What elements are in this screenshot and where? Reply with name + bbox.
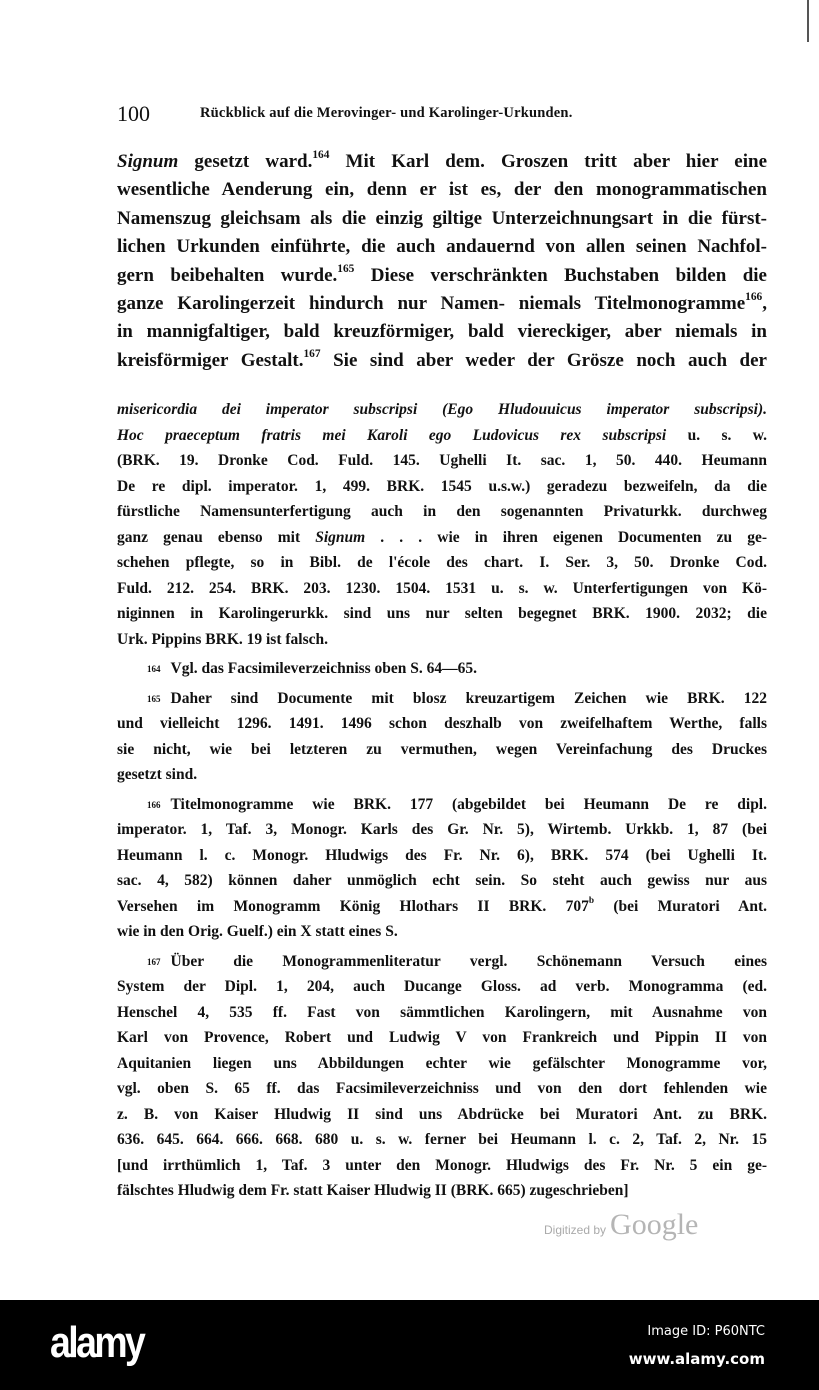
text-run: System der Dipl. 1, 204, auch Ducange Gloss. ad verb. Monogramma (ed. [117, 978, 767, 995]
page-number: 100 [117, 101, 150, 126]
running-head: Rückblick auf die Merovinger- und Karolinger-Urkunden. [200, 105, 573, 121]
text-run: gesetzt sind. [117, 766, 198, 783]
text-run: in mannigfaltiger, bald kreuzförmiger, bald viereckiger, aber niemals in [117, 321, 767, 343]
text-line [117, 604, 767, 624]
alamy-url: www.alamy.com [628, 1350, 765, 1368]
text-run: Urk. Pippins BRK. 19 ist falsch. [117, 630, 329, 648]
text-line [117, 579, 767, 599]
text-line [117, 630, 767, 650]
text-line [117, 846, 767, 866]
text-run: 636. 645. 664. 666. 668. 680 u. s. w. ferner bei Heumann l. c. 2, Taf. 2, Nr. 15 [117, 1131, 767, 1148]
text-run: Vgl. das Facsimileverzeichniss oben S. 64—65. [170, 660, 478, 677]
text-run: ganz genau ebenso mit [117, 528, 316, 546]
text-line [117, 1079, 767, 1099]
text-run: Sie sind aber weder der Grösze noch auch der [320, 349, 767, 371]
footnote-ref: 164 [312, 149, 330, 161]
text-line [117, 977, 767, 997]
text-line [117, 1003, 767, 1023]
footnote-number: 164 [147, 664, 161, 674]
footnote-ref: 166 [745, 291, 763, 303]
text-line [147, 952, 767, 972]
footnote-ref: 165 [337, 262, 355, 275]
text-line [117, 897, 767, 917]
text-line [117, 765, 767, 785]
text-run: Mit Karl dem. Groszen tritt aber hier eine [329, 151, 768, 172]
text-line [117, 349, 767, 373]
text-line [117, 740, 767, 760]
text-run: wesentliche Aenderung ein, denn er ist es, der den monogrammatischen [117, 179, 767, 201]
text-run: Namenszug gleichsam als die einzig giltige Unterzeichnungsart in die fürst- [117, 207, 767, 229]
digitized-by-google [544, 1208, 698, 1242]
text-run: ganze Karolingerzeit hindurch nur Namen- niemals Titelmonogramme [117, 293, 746, 314]
text-run: u. s. w. [666, 426, 767, 444]
text-run: vgl. oben S. 65 ff. das Facsimileverzeichniss und von den dort fehlenden wie [117, 1080, 767, 1097]
text-line [117, 871, 767, 891]
text-line [117, 207, 767, 231]
text-line [117, 426, 767, 446]
text-line [117, 820, 767, 840]
text-line [117, 1028, 767, 1048]
text-run: Aquitanien liegen uns Abbildungen echter wie gefälschter Monogramme vor, [117, 1054, 767, 1072]
text-line [117, 1181, 767, 1201]
digitized-label: Digitized by [544, 1223, 607, 1237]
text-run: wie in den Orig. Guelf.) ein X statt eines S. [117, 923, 398, 940]
text-run: Versehen im Monogramm König Hlothars II BRK. 707 [117, 897, 589, 915]
text-run: , [762, 293, 767, 314]
footnote-number: 165 [147, 693, 161, 704]
text-line [147, 659, 767, 679]
text-run: Titelmonogramme wie BRK. 177 (abgebildet bei Heumann De re dipl. [170, 795, 767, 813]
text-run: (BRK. 19. Dronke Cod. Fuld. 145. Ughelli It. sac. 1, 50. 440. Heumann [117, 452, 767, 469]
italic-run: Hoc praeceptum fratris mei Karoli ego Ludovicus rex subscripsi [117, 426, 667, 444]
text-line [117, 1130, 767, 1150]
google-logo: Google [610, 1208, 699, 1241]
footnote-ref: b [588, 895, 595, 906]
text-run: . . . wie in ihren eigenen Documenten zu ge- [365, 528, 767, 546]
italic-run: Signum [315, 528, 366, 546]
text-line [117, 400, 767, 420]
text-line [117, 922, 767, 942]
text-line [117, 553, 767, 573]
text-run: Henschel 4, 535 ff. Fast von sämmtlichen Karolingern, mit Ausnahme von [117, 1003, 767, 1021]
italic-run: misericordia dei imperator subscripsi (Ego Hludouuicus imperator subscripsi). [117, 401, 767, 418]
footnote-number: 166 [147, 799, 161, 810]
text-run: Heumann l. c. Monogr. Hludwigs des Fr. Nr. 6), BRK. 574 (bei Ughelli It. [117, 846, 767, 864]
text-run: kreisförmiger Gestalt. [117, 349, 304, 371]
text-line [117, 477, 767, 497]
text-line [117, 528, 767, 548]
text-run: sie nicht, wie bei letzteren zu vermuthen, wegen Vereinfachung des Druckes [117, 740, 767, 758]
text-run: schehen pflegte, so in Bibl. de l'école des chart. I. Ser. 3, 50. Dronke Cod. [117, 554, 767, 571]
text-run: Fuld. 212. 254. BRK. 203. 1230. 1504. 1531 u. s. w. Unterfertigungen von Kö- [117, 579, 767, 597]
page-edge-mark [807, 0, 809, 42]
text-run: Über die Monogrammenliteratur vergl. Schönemann Versuch eines [170, 952, 767, 970]
text-line [117, 235, 767, 259]
text-line [117, 292, 767, 316]
text-line [117, 1105, 767, 1125]
text-run: fürstliche Namensunterfertigung auch in den sogenannten Privaturkk. durchweg [117, 503, 767, 520]
text-run: und vielleicht 1296. 1491. 1496 schon deszhalb von zweifelhaftem Werthe, falls [117, 715, 767, 732]
text-run: sac. 4, 582) können daher unmöglich echt sein. So steht auch gewiss nur aus [117, 872, 767, 889]
text-line [117, 178, 767, 202]
text-line [117, 150, 767, 174]
text-run: De re dipl. imperator. 1, 499. BRK. 1545 u.s.w.) geradezu bezweifeln, da die [117, 477, 767, 495]
text-line [117, 1054, 767, 1074]
text-line [117, 264, 767, 288]
text-run: niginnen in Karolingerurkk. sind uns nur selten begegnet BRK. 1900. 2032; die [117, 605, 767, 622]
text-line [147, 795, 767, 815]
text-run: imperator. 1, Taf. 3, Monogr. Karls des Gr. Nr. 5), Wirtemb. Urkkb. 1, 87 (bei [117, 821, 767, 838]
text-run: Daher sind Documente mit blosz kreuzartigem Zeichen wie BRK. 122 [170, 689, 767, 707]
text-run: z. B. von Kaiser Hludwig II sind uns Abdrücke bei Muratori Ant. zu BRK. [117, 1105, 767, 1123]
text-run: fälschtes Hludwig dem Fr. statt Kaiser Hludwig II (BRK. 665) zugeschrieben] [117, 1182, 629, 1199]
image-id: Image ID: P60NTC [647, 1324, 765, 1339]
text-run: (bei Muratori Ant. [594, 897, 767, 915]
italic-run: Signum [117, 151, 179, 172]
text-line [117, 502, 767, 522]
watermark-bar [0, 1300, 819, 1390]
text-line [117, 714, 767, 734]
text-run: lichen Urkunden einführte, die auch andauernd von allen seinen Nachfol- [117, 236, 767, 258]
alamy-logo: alamy [50, 1318, 144, 1367]
text-line [117, 1156, 767, 1176]
text-run: Karl von Provence, Robert und Ludwig V von Frankreich und Pippin II von [117, 1029, 767, 1046]
text-line [117, 320, 767, 344]
text-line [117, 451, 767, 471]
text-run: Diese verschränkten Buchstaben bilden die [354, 264, 767, 286]
text-run: gern beibehalten wurde. [117, 264, 338, 286]
text-run: [und irrthümlich 1, Taf. 3 unter den Monogr. Hludwigs des Fr. Nr. 5 ein ge- [117, 1156, 767, 1174]
footnote-number: 167 [147, 956, 161, 967]
text-line [147, 689, 767, 709]
text-run: gesetzt ward. [178, 151, 313, 172]
footnote-ref: 167 [303, 347, 321, 360]
